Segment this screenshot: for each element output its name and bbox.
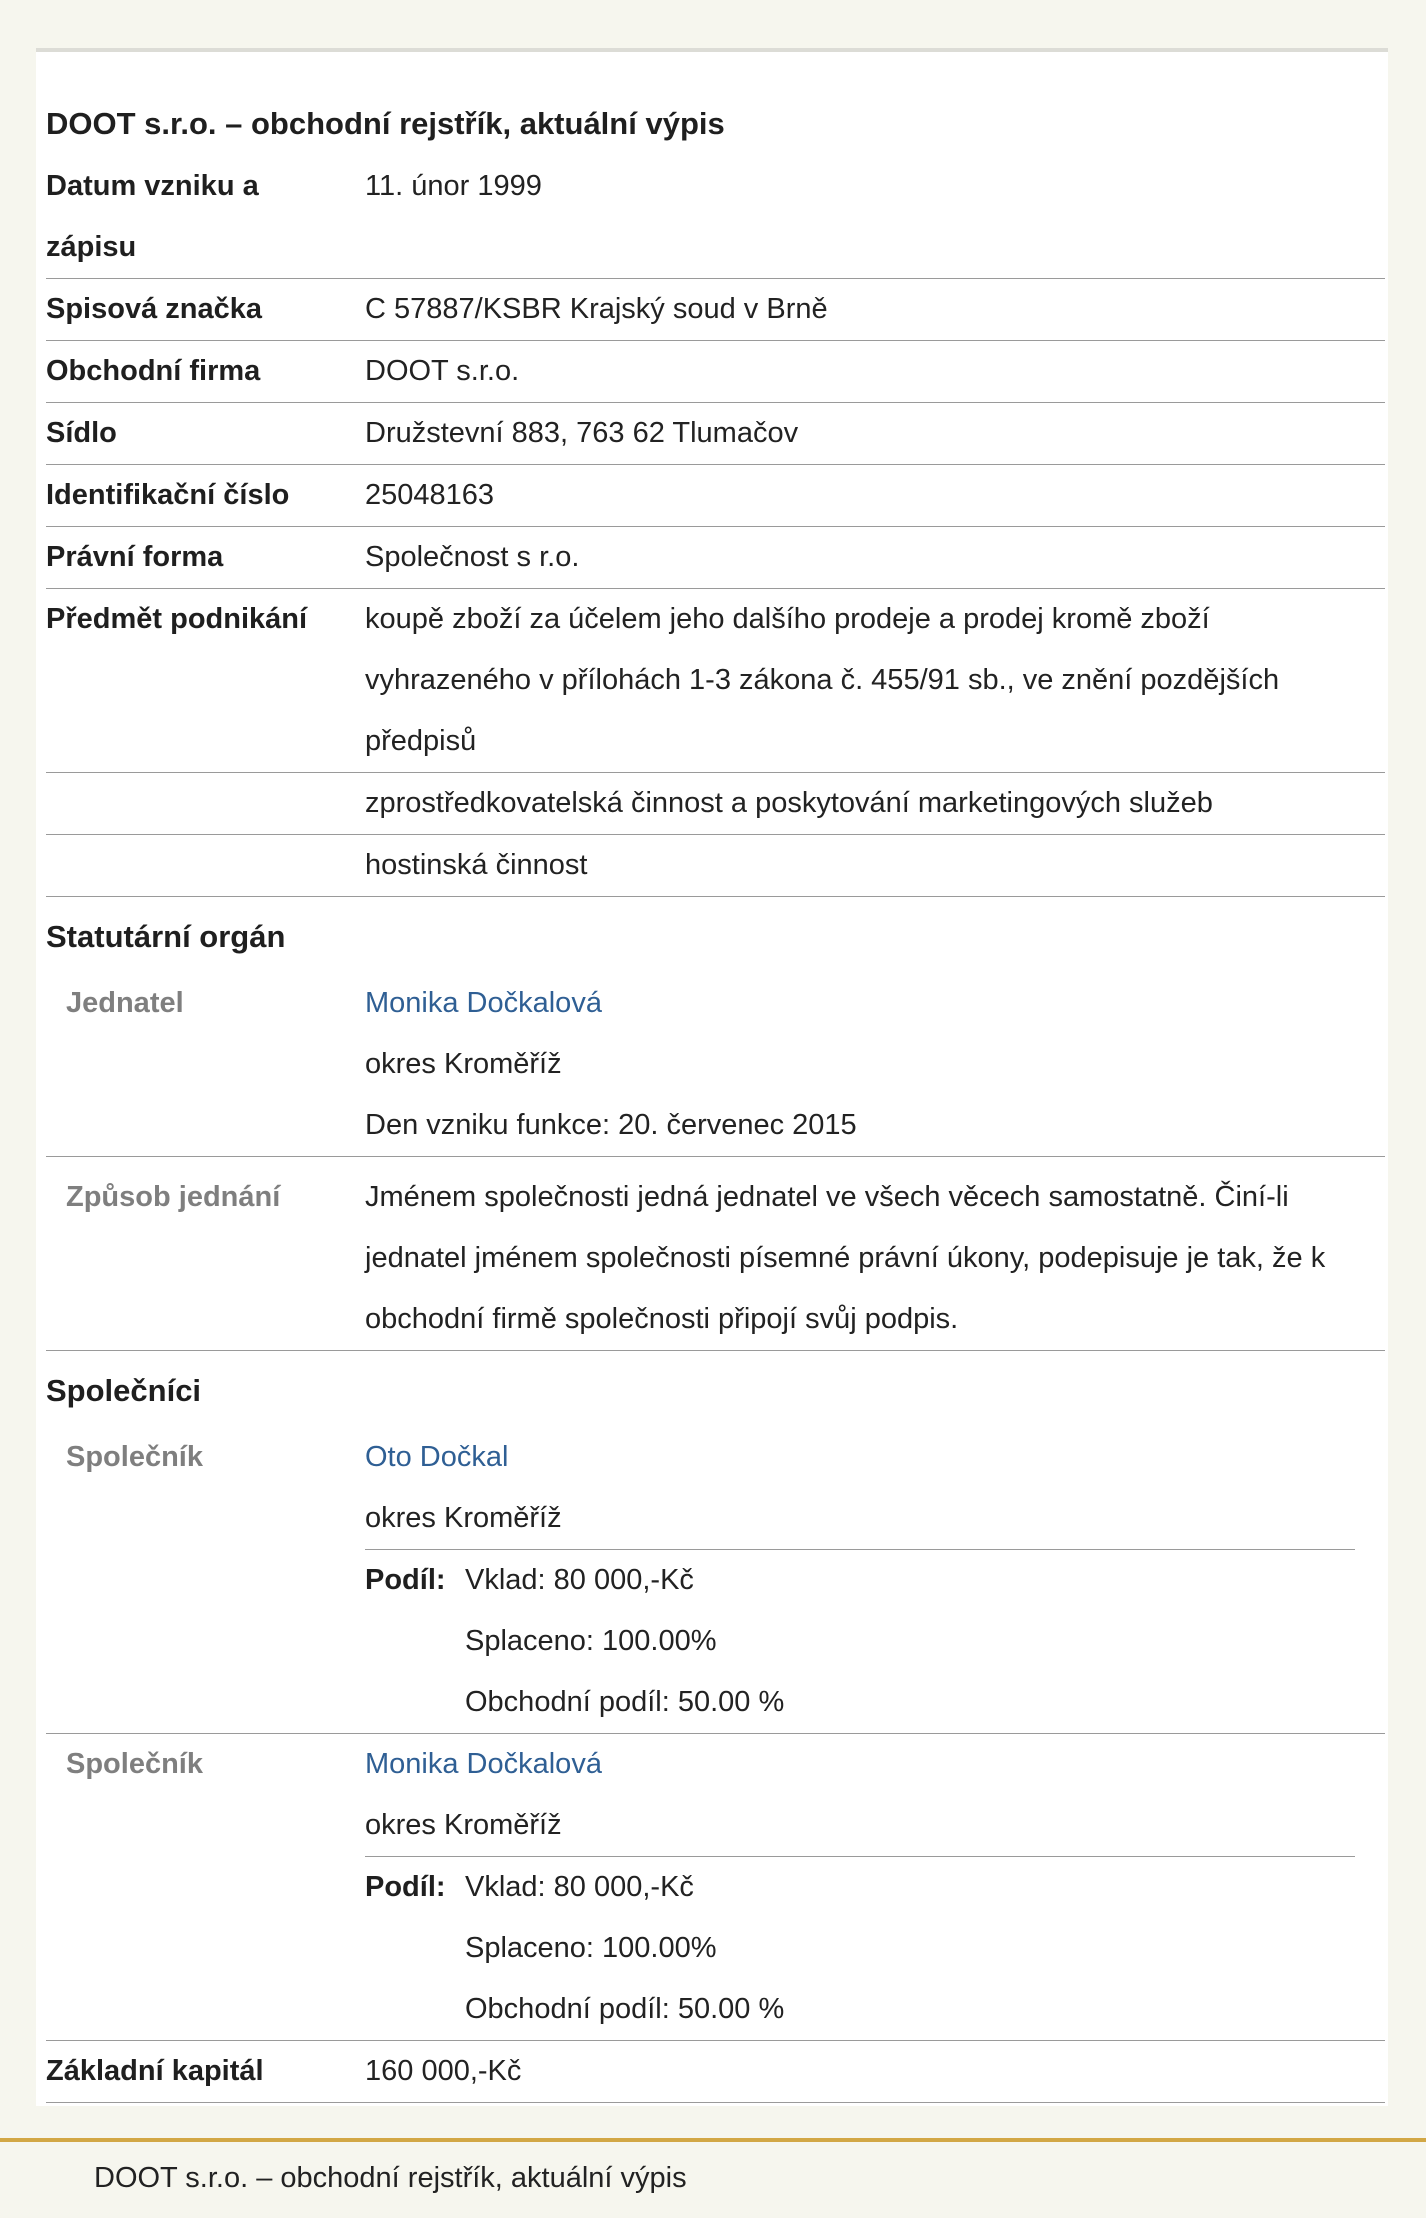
row-pravni-forma	[46, 527, 1385, 589]
row-predmet-item	[46, 835, 1385, 897]
person-okres: okres Kroměříž	[365, 1809, 562, 1841]
splaceno: Splaceno: 100.00%	[465, 1932, 717, 1964]
row-spisova-znacka	[46, 279, 1385, 341]
row-value	[365, 1427, 1385, 1733]
row-zpusob-jednani	[46, 1157, 1385, 1351]
row-spolecnik	[46, 1427, 1385, 1734]
row-value	[365, 1734, 1385, 2040]
obchodni-podil: Obchodní podíl: 50.00 %	[465, 1686, 785, 1718]
row-value	[365, 973, 1385, 1156]
vklad: Vklad: 80 000,-Kč	[465, 1564, 694, 1596]
row-value: koupě zboží za účelem jeho dalšího prodeje a prodej kromě zboží vyhrazeného v přílohách 1-3 zákona č. 455/91 sb., ve znění pozdějších předpisů	[365, 603, 1280, 757]
row-value: 25048163	[365, 479, 495, 511]
row-label-empty	[46, 773, 365, 834]
row-predmet-item	[46, 773, 1385, 835]
row-value: C 57887/KSBR Krajský soud v Brně	[365, 293, 828, 325]
row-label: Obchodní firma	[46, 355, 261, 387]
register-extract	[36, 48, 1388, 2106]
row-label: Způsob jednání	[66, 1181, 281, 1213]
person-link[interactable]: Monika Dočkalová	[365, 987, 602, 1019]
row-spolecnik	[46, 1734, 1385, 2041]
section-heading-statutarni: Statutární orgán	[46, 919, 286, 954]
row-label: Společník	[66, 1441, 203, 1473]
row-ico	[46, 465, 1385, 527]
person-okres: okres Kroměříž	[365, 1502, 562, 1534]
row-value: hostinská činnost	[365, 849, 588, 881]
row-value: Družstevní 883, 763 62 Tlumačov	[365, 417, 799, 449]
row-label: Předmět podnikání	[46, 603, 308, 635]
function-start: Den vzniku funkce: 20. červenec 2015	[365, 1109, 857, 1141]
row-predmet-podnikani	[46, 589, 1385, 773]
row-label: Společník	[66, 1748, 203, 1780]
row-datum-vzniku	[46, 156, 1385, 279]
footer-text: DOOT s.r.o. – obchodní rejstřík, aktuální výpis	[94, 2162, 687, 2194]
person-link[interactable]: Monika Dočkalová	[365, 1748, 602, 1780]
row-value: Společnost s r.o.	[365, 541, 580, 573]
row-label-empty	[46, 835, 365, 896]
podil-label: Podíl:	[365, 1871, 446, 1903]
row-jednatel	[46, 973, 1385, 1157]
row-value: 11. únor 1999	[365, 170, 542, 202]
row-label: Jednatel	[66, 987, 184, 1019]
row-label: Identifikační číslo	[46, 479, 290, 511]
podil-values	[465, 1550, 784, 1733]
person-link[interactable]: Oto Dočkal	[365, 1441, 509, 1473]
section-heading-spolecnici: Společníci	[46, 1373, 202, 1408]
row-label: Datum vzniku a zápisu	[46, 170, 259, 263]
row-value: zprostředkovatelská činnost a poskytování marketingových služeb	[365, 787, 1213, 819]
podil-block	[365, 1549, 1355, 1733]
row-label: Základní kapitál	[46, 2055, 264, 2087]
row-label: Právní forma	[46, 541, 224, 573]
row-value: 160 000,-Kč	[365, 2055, 522, 2087]
vklad: Vklad: 80 000,-Kč	[465, 1871, 694, 1903]
row-zakladni-kapital	[46, 2041, 1385, 2103]
podil-values	[465, 1857, 784, 2040]
obchodni-podil: Obchodní podíl: 50.00 %	[465, 1993, 785, 2025]
row-value: Jménem společnosti jedná jednatel ve všech věcech samostatně. Činí-li jednatel jménem společnosti písemné právní úkony, podepisuje je tak, že k obchodní firmě společnosti připojí svůj podpis.	[365, 1181, 1326, 1335]
register-table	[46, 156, 1385, 2103]
row-label: Sídlo	[46, 417, 117, 449]
splaceno: Splaceno: 100.00%	[465, 1625, 717, 1657]
row-label: Spisová značka	[46, 293, 262, 325]
row-obchodni-firma	[46, 341, 1385, 403]
document-title: DOOT s.r.o. – obchodní rejstřík, aktuální výpis	[46, 106, 725, 141]
podil-label: Podíl:	[365, 1564, 446, 1596]
row-sidlo	[46, 403, 1385, 465]
person-okres: okres Kroměříž	[365, 1048, 562, 1080]
page-footer	[0, 2138, 1426, 2218]
podil-block	[365, 1856, 1355, 2040]
row-value: DOOT s.r.o.	[365, 355, 520, 387]
